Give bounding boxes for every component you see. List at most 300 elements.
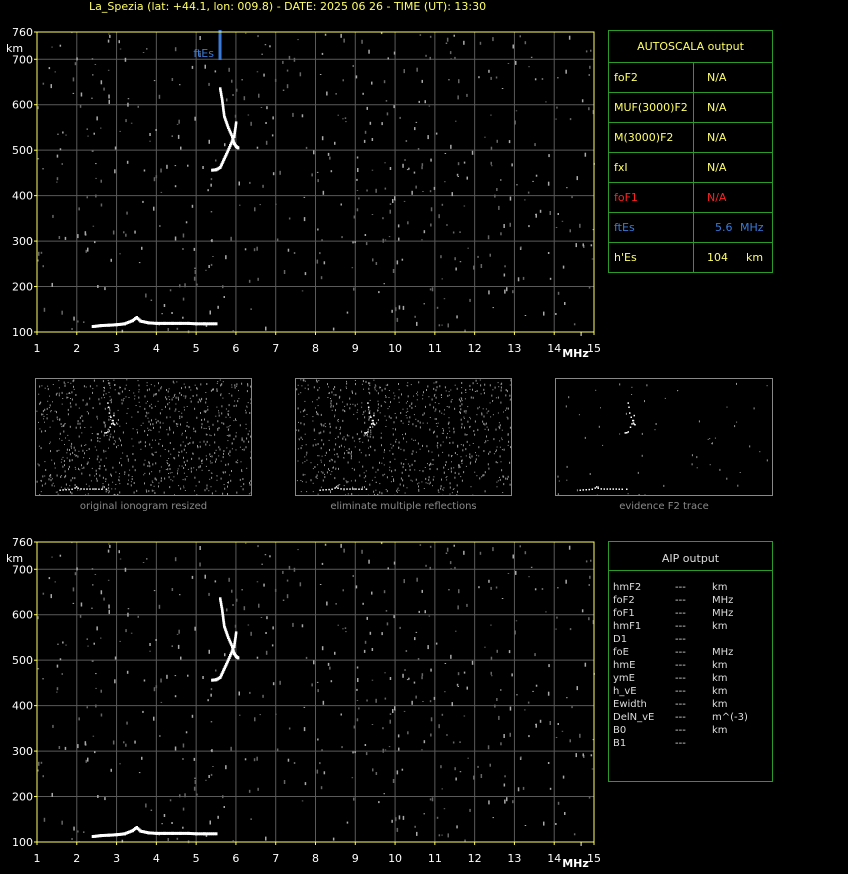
thumb-noise bbox=[393, 428, 394, 429]
noise-dot bbox=[250, 632, 252, 636]
noise-dot bbox=[515, 61, 517, 65]
thumb-noise bbox=[749, 445, 750, 447]
noise-dot bbox=[343, 589, 345, 591]
noise-dot bbox=[357, 168, 359, 172]
thumb-noise bbox=[376, 390, 377, 391]
noise-dot bbox=[424, 740, 426, 743]
noise-dot bbox=[491, 162, 493, 165]
noise-dot bbox=[366, 190, 368, 192]
thumb-noise bbox=[409, 465, 410, 467]
thumb-noise bbox=[626, 413, 627, 415]
thumb-noise bbox=[470, 462, 471, 463]
thumb-noise bbox=[62, 466, 63, 468]
noise-dot bbox=[354, 726, 356, 729]
thumb-noise bbox=[221, 384, 222, 386]
thumb-noise bbox=[317, 478, 318, 479]
noise-dot bbox=[302, 290, 304, 291]
thumb-noise bbox=[323, 480, 324, 482]
thumb-trace-point bbox=[596, 486, 598, 488]
thumb-noise bbox=[147, 428, 148, 429]
thumb-noise bbox=[154, 486, 155, 487]
noise-dot bbox=[38, 158, 40, 159]
thumb-noise bbox=[72, 459, 73, 461]
noise-dot bbox=[141, 247, 143, 250]
noise-dot bbox=[92, 74, 94, 75]
thumb-noise bbox=[340, 432, 341, 434]
noise-dot bbox=[406, 650, 408, 652]
thumb-noise bbox=[301, 385, 302, 386]
thumb-noise bbox=[71, 443, 72, 445]
noise-dot bbox=[178, 630, 180, 634]
noise-dot bbox=[446, 225, 448, 226]
thumb-noise bbox=[64, 464, 65, 466]
noise-dot bbox=[101, 80, 103, 84]
thumb-noise bbox=[96, 385, 97, 386]
y-tick-label: 700 bbox=[12, 53, 33, 66]
thumb-noise bbox=[188, 469, 189, 470]
noise-dot bbox=[421, 676, 423, 679]
noise-dot bbox=[421, 749, 423, 750]
thumb-noise bbox=[393, 434, 394, 436]
thumb-noise bbox=[124, 474, 125, 475]
thumb-noise bbox=[169, 388, 170, 389]
noise-dot bbox=[472, 661, 474, 665]
thumb-noise bbox=[457, 454, 458, 455]
thumb-noise bbox=[413, 440, 414, 441]
noise-dot bbox=[367, 617, 369, 620]
aip-name: D1 bbox=[613, 634, 627, 645]
noise-dot bbox=[279, 171, 281, 175]
thumb-noise bbox=[460, 467, 461, 468]
noise-dot bbox=[378, 801, 380, 803]
noise-dot bbox=[208, 775, 210, 778]
aip-value: --- bbox=[675, 608, 686, 619]
thumb-noise bbox=[66, 397, 67, 399]
thumb-noise bbox=[227, 482, 228, 483]
thumb-noise bbox=[228, 481, 229, 483]
thumb-noise bbox=[62, 398, 63, 399]
thumb-noise bbox=[314, 439, 315, 440]
noise-dot bbox=[545, 101, 547, 102]
noise-dot bbox=[175, 47, 177, 51]
noise-dot bbox=[390, 204, 392, 205]
noise-dot bbox=[51, 594, 53, 598]
noise-dot bbox=[317, 682, 319, 683]
noise-dot bbox=[447, 548, 449, 552]
thumb-noise bbox=[710, 464, 711, 465]
thumb-noise bbox=[49, 396, 50, 397]
noise-dot bbox=[399, 305, 401, 309]
noise-dot bbox=[77, 321, 79, 323]
thumb-noise bbox=[334, 477, 335, 479]
thumb-noise bbox=[134, 492, 135, 494]
thumb-noise bbox=[67, 449, 68, 451]
thumb-noise bbox=[177, 424, 178, 425]
noise-dot bbox=[454, 545, 456, 547]
noise-dot bbox=[589, 576, 591, 579]
noise-dot bbox=[202, 676, 204, 679]
thumb-noise bbox=[223, 472, 224, 474]
noise-dot bbox=[94, 643, 96, 645]
thumb-noise bbox=[222, 423, 223, 424]
thumb-noise bbox=[197, 388, 198, 390]
noise-dot bbox=[86, 760, 88, 763]
noise-dot bbox=[439, 324, 441, 326]
thumb-noise bbox=[69, 466, 70, 468]
thumb-noise bbox=[179, 416, 180, 418]
thumb-noise bbox=[324, 476, 325, 478]
noise-dot bbox=[287, 84, 289, 88]
thumb-noise bbox=[470, 458, 471, 459]
noise-dot bbox=[91, 608, 93, 609]
thumb-noise bbox=[57, 450, 58, 452]
noise-dot bbox=[119, 550, 121, 553]
thumb-noise bbox=[179, 392, 180, 394]
thumb-noise bbox=[109, 416, 110, 417]
thumb-noise bbox=[478, 455, 479, 456]
thumb-noise bbox=[106, 458, 107, 459]
thumb-noise bbox=[362, 466, 363, 468]
noise-dot bbox=[222, 285, 224, 288]
noise-dot bbox=[209, 140, 211, 144]
noise-dot bbox=[420, 35, 422, 36]
aip-unit: km bbox=[712, 699, 728, 710]
thumb-noise bbox=[400, 412, 401, 414]
thumb-noise bbox=[231, 470, 232, 472]
noise-dot bbox=[441, 325, 443, 326]
noise-dot bbox=[498, 716, 500, 720]
noise-dot bbox=[96, 116, 98, 120]
noise-dot bbox=[550, 278, 552, 280]
thumb-noise bbox=[227, 427, 228, 428]
thumb-noise bbox=[213, 424, 214, 426]
thumb-noise bbox=[169, 402, 170, 403]
noise-dot bbox=[138, 106, 140, 108]
thumb-noise bbox=[484, 392, 485, 394]
thumb-noise bbox=[79, 469, 80, 470]
thumb-noise bbox=[320, 432, 321, 434]
thumb-noise bbox=[464, 427, 465, 429]
noise-dot bbox=[407, 221, 409, 224]
thumb-noise bbox=[87, 411, 88, 412]
noise-dot bbox=[490, 115, 492, 116]
thumb-noise bbox=[462, 480, 463, 482]
thumb-noise bbox=[304, 456, 305, 457]
thumb-trace-point bbox=[595, 487, 597, 489]
thumb-noise bbox=[121, 400, 122, 401]
thumb-noise bbox=[311, 479, 312, 481]
thumb-noise bbox=[131, 481, 132, 482]
thumb-noise bbox=[76, 427, 77, 429]
thumb-noise bbox=[235, 418, 236, 420]
noise-dot bbox=[101, 180, 103, 183]
noise-dot bbox=[390, 677, 392, 680]
thumb-noise bbox=[558, 476, 559, 478]
thumb-noise bbox=[407, 417, 408, 418]
thumb-noise bbox=[80, 427, 81, 429]
thumb-noise bbox=[204, 428, 205, 429]
thumb-noise bbox=[437, 468, 438, 470]
noise-dot bbox=[513, 555, 515, 559]
thumb-noise bbox=[401, 478, 402, 480]
noise-dot bbox=[210, 311, 212, 315]
thumb-trace-point bbox=[616, 488, 618, 490]
thumb-noise bbox=[235, 387, 236, 389]
thumb-noise bbox=[83, 399, 84, 401]
thumb-noise bbox=[183, 486, 184, 487]
thumb-noise bbox=[124, 398, 125, 399]
thumb-noise bbox=[370, 434, 371, 435]
noise-dot bbox=[342, 628, 344, 629]
noise-dot bbox=[161, 823, 163, 824]
thumb-noise bbox=[108, 448, 109, 449]
thumb-noise bbox=[103, 394, 104, 396]
thumb-noise bbox=[190, 438, 191, 439]
noise-dot bbox=[177, 838, 179, 840]
thumb-noise bbox=[344, 452, 345, 454]
aip-value: --- bbox=[675, 699, 686, 710]
thumb-noise bbox=[330, 491, 331, 493]
noise-dot bbox=[357, 208, 359, 211]
thumb-noise bbox=[243, 488, 244, 490]
thumb-noise bbox=[246, 468, 247, 469]
thumb-noise bbox=[469, 445, 470, 446]
thumb-noise bbox=[349, 448, 350, 450]
thumb-noise bbox=[344, 446, 345, 447]
thumb-noise bbox=[374, 494, 375, 495]
thumb-noise bbox=[378, 494, 379, 495]
thumb-noise bbox=[173, 381, 174, 383]
thumb-noise bbox=[111, 475, 112, 477]
thumb-noise bbox=[185, 445, 186, 447]
noise-dot bbox=[464, 206, 466, 207]
thumb-noise bbox=[182, 433, 183, 434]
thumb-noise bbox=[94, 380, 95, 382]
noise-dot bbox=[87, 196, 89, 198]
noise-dot bbox=[208, 83, 210, 86]
thumb-noise bbox=[206, 466, 207, 467]
thumb-noise bbox=[383, 474, 384, 476]
noise-dot bbox=[161, 192, 163, 193]
thumb-noise bbox=[374, 387, 375, 389]
thumb-noise bbox=[91, 439, 92, 441]
thumb-noise bbox=[166, 398, 167, 400]
thumb-noise bbox=[331, 459, 332, 460]
noise-dot bbox=[151, 300, 153, 301]
thumb-noise bbox=[319, 387, 320, 388]
noise-dot bbox=[317, 229, 319, 231]
thumb-noise bbox=[250, 403, 251, 404]
thumb-noise bbox=[45, 484, 46, 485]
thumb-noise bbox=[298, 430, 299, 432]
thumb-noise bbox=[151, 484, 152, 486]
noise-dot bbox=[437, 817, 439, 819]
thumb-noise bbox=[418, 489, 419, 491]
thumb-noise bbox=[452, 492, 453, 493]
thumb-noise bbox=[212, 455, 213, 457]
thumb-trace-point bbox=[109, 412, 111, 414]
thumb-noise bbox=[115, 484, 116, 485]
thumb-noise bbox=[147, 465, 148, 467]
thumb-noise bbox=[87, 463, 88, 465]
x-tick-label: 13 bbox=[507, 342, 521, 355]
thumb-noise bbox=[228, 429, 229, 431]
thumb-noise bbox=[314, 429, 315, 431]
thumb-noise bbox=[329, 423, 330, 425]
thumb-noise bbox=[103, 387, 104, 388]
thumb-noise bbox=[181, 413, 182, 414]
thumb-noise bbox=[97, 480, 98, 482]
noise-dot bbox=[480, 42, 482, 45]
noise-dot bbox=[472, 151, 474, 155]
thumb-noise bbox=[223, 453, 224, 455]
noise-dot bbox=[184, 283, 186, 287]
noise-dot bbox=[402, 259, 404, 261]
thumb-noise bbox=[389, 416, 390, 418]
noise-dot bbox=[65, 135, 67, 136]
noise-dot bbox=[490, 77, 492, 80]
noise-dot bbox=[523, 277, 525, 280]
noise-dot bbox=[372, 724, 374, 725]
thumb-noise bbox=[343, 478, 344, 480]
noise-dot bbox=[440, 765, 442, 768]
thumb-noise bbox=[191, 471, 192, 473]
thumb-noise bbox=[114, 430, 115, 432]
thumb-noise bbox=[474, 472, 475, 473]
noise-dot bbox=[393, 615, 395, 618]
x-tick-label: 8 bbox=[312, 852, 319, 865]
noise-dot bbox=[38, 252, 40, 256]
thumb-noise bbox=[74, 454, 75, 455]
noise-dot bbox=[480, 552, 482, 555]
thumb-noise bbox=[249, 482, 250, 484]
noise-dot bbox=[119, 763, 121, 764]
noise-dot bbox=[457, 95, 459, 99]
thumb-noise bbox=[403, 485, 404, 487]
x-tick-label: 1 bbox=[34, 342, 41, 355]
noise-dot bbox=[518, 277, 520, 281]
noise-dot bbox=[52, 283, 54, 287]
noise-dot bbox=[444, 181, 446, 182]
noise-dot bbox=[305, 272, 307, 275]
thumb-trace-point bbox=[361, 489, 363, 491]
thumb-noise bbox=[166, 389, 167, 391]
thumb-trace-point bbox=[110, 417, 112, 419]
x-tick-label: 10 bbox=[388, 342, 402, 355]
noise-dot bbox=[55, 581, 57, 582]
noise-dot bbox=[313, 660, 315, 664]
noise-dot bbox=[52, 793, 54, 797]
thumb-noise bbox=[449, 417, 450, 418]
thumb-noise bbox=[405, 493, 406, 494]
thumb-trace-point bbox=[349, 488, 351, 490]
thumb-noise bbox=[61, 475, 62, 476]
thumb-noise bbox=[413, 450, 414, 452]
thumb-trace-point bbox=[76, 486, 78, 488]
thumb-noise bbox=[499, 477, 500, 478]
thumb-noise bbox=[174, 494, 175, 495]
noise-dot bbox=[230, 237, 232, 241]
noise-dot bbox=[139, 262, 141, 263]
noise-dot bbox=[183, 234, 185, 238]
thumb-noise bbox=[321, 460, 322, 461]
noise-dot bbox=[241, 79, 243, 80]
thumb-noise bbox=[240, 447, 241, 448]
thumb-noise bbox=[175, 408, 176, 410]
thumb-noise bbox=[143, 423, 144, 424]
thumb-noise bbox=[422, 398, 423, 399]
noise-dot bbox=[445, 153, 447, 154]
noise-dot bbox=[434, 187, 436, 190]
noise-dot bbox=[383, 749, 385, 753]
x-tick-label: 6 bbox=[232, 342, 239, 355]
noise-dot bbox=[491, 675, 493, 676]
thumb-noise bbox=[204, 419, 205, 421]
thumb-noise bbox=[454, 488, 455, 489]
thumb-noise bbox=[113, 380, 114, 381]
thumb-noise bbox=[443, 490, 444, 491]
thumb-noise bbox=[45, 430, 46, 432]
noise-dot bbox=[156, 175, 158, 178]
thumb-noise bbox=[128, 458, 129, 460]
thumb-noise bbox=[646, 384, 647, 386]
noise-dot bbox=[245, 248, 247, 250]
thumb-trace-point bbox=[622, 489, 624, 491]
noise-dot bbox=[429, 616, 431, 617]
thumb-noise bbox=[212, 473, 213, 474]
thumb-noise bbox=[226, 447, 227, 448]
noise-dot bbox=[194, 268, 196, 269]
thumb-noise bbox=[692, 454, 693, 456]
thumb-noise bbox=[482, 475, 483, 477]
thumb-noise bbox=[133, 393, 134, 394]
thumb-noise bbox=[85, 405, 86, 406]
noise-dot bbox=[589, 74, 591, 76]
thumb-noise bbox=[163, 423, 164, 424]
thumb-noise bbox=[642, 433, 643, 435]
noise-dot bbox=[478, 76, 480, 78]
thumb-noise bbox=[378, 410, 379, 411]
noise-dot bbox=[492, 37, 494, 41]
thumb-noise bbox=[430, 482, 431, 484]
thumb-noise bbox=[413, 396, 414, 397]
thumb-noise bbox=[108, 484, 109, 486]
noise-dot bbox=[199, 563, 201, 567]
thumb-noise bbox=[66, 484, 67, 486]
thumb-noise bbox=[160, 422, 161, 424]
thumb-noise bbox=[349, 398, 350, 400]
noise-dot bbox=[127, 671, 128, 674]
thumb-noise bbox=[484, 442, 485, 443]
thumb-noise bbox=[444, 414, 445, 415]
thumb-noise bbox=[198, 401, 199, 403]
thumb-noise bbox=[209, 435, 210, 436]
thumb-noise bbox=[319, 432, 320, 434]
thumb-noise bbox=[297, 480, 298, 481]
thumb-noise bbox=[184, 410, 185, 411]
thumb-noise bbox=[146, 412, 147, 413]
aip-value: --- bbox=[675, 686, 686, 697]
thumb-noise bbox=[169, 429, 170, 431]
noise-dot bbox=[425, 100, 427, 103]
noise-dot bbox=[44, 308, 46, 312]
thumb-noise bbox=[471, 486, 472, 487]
thumb-noise bbox=[438, 403, 439, 404]
noise-dot bbox=[385, 749, 387, 750]
thumb-noise bbox=[441, 485, 442, 487]
thumb-noise bbox=[434, 394, 435, 395]
noise-dot bbox=[398, 734, 400, 737]
